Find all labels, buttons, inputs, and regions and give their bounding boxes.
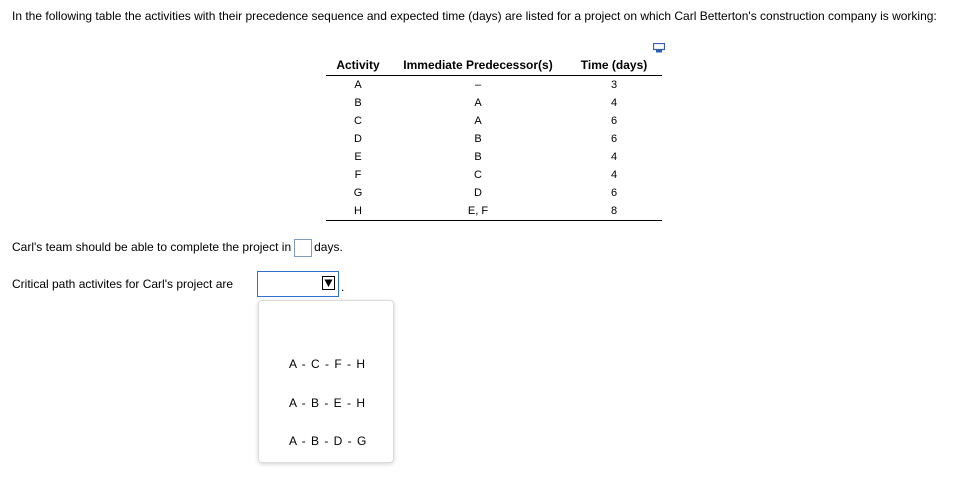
cell-activity: E: [354, 151, 362, 163]
cell-activity: H: [326, 202, 390, 221]
cell-predecessor: A: [474, 97, 482, 109]
option-a-b-d-g[interactable]: A - B - D - G: [289, 434, 368, 448]
copy-table-icon[interactable]: [653, 42, 665, 52]
cell-time: 3: [610, 79, 618, 91]
table-row: [326, 94, 662, 112]
cell-time: 4: [610, 97, 618, 109]
cell-predecessor: D: [474, 187, 482, 199]
table-row: [326, 184, 662, 202]
table-row: [326, 76, 662, 95]
cell-time: 6: [610, 115, 618, 127]
cell-activity: F: [354, 169, 362, 181]
cell-predecessor: –: [474, 79, 482, 91]
cell-time: 4: [610, 151, 618, 163]
cell-predecessor: A: [474, 115, 482, 127]
completion-days-unit: days.: [314, 240, 343, 255]
cell-predecessor: C: [474, 169, 482, 181]
dropdown-arrow-icon[interactable]: [322, 276, 335, 290]
table-row: [326, 148, 662, 166]
cell-activity: A: [354, 79, 362, 91]
cell-time: 6: [610, 187, 618, 199]
cell-activity: B: [354, 97, 362, 109]
header-time: Time (days): [566, 57, 662, 76]
cell-time: 4: [610, 169, 618, 181]
option-a-b-e-h[interactable]: A - B - E - H: [289, 396, 367, 410]
cell-time: 6: [610, 133, 618, 145]
header-activity: Activity: [326, 57, 390, 76]
completion-days-input[interactable]: [294, 239, 312, 257]
cell-predecessor: E, F: [390, 202, 566, 221]
option-a-c-f-h[interactable]: A - C - F - H: [289, 357, 366, 371]
critical-path-question: Critical path activites for Carl's project are: [12, 277, 234, 291]
cell-activity: D: [354, 133, 362, 145]
header-predecessors: Immediate Predecessor(s): [390, 57, 566, 76]
critical-path-select[interactable]: [257, 271, 339, 297]
cell-predecessor: B: [474, 133, 482, 145]
cell-predecessor: B: [474, 151, 482, 163]
critical-path-period: .: [341, 280, 345, 294]
table-row: [326, 112, 662, 130]
critical-path-dropdown-menu: [258, 300, 394, 463]
table-row: [326, 202, 662, 221]
intro-text: In the following table the activities with their precedence sequence and expected time (days) are listed for a project on which Carl Betterton's construction company is working:: [12, 9, 937, 23]
cell-activity: G: [353, 187, 363, 199]
table-row: [326, 130, 662, 148]
completion-question-label: Carl's team should be able to complete the project in: [12, 240, 292, 255]
cell-activity: C: [354, 115, 362, 127]
cell-time: 8: [566, 202, 662, 221]
completion-question: [12, 239, 343, 257]
table-row: [326, 166, 662, 184]
activity-table: [326, 57, 662, 221]
